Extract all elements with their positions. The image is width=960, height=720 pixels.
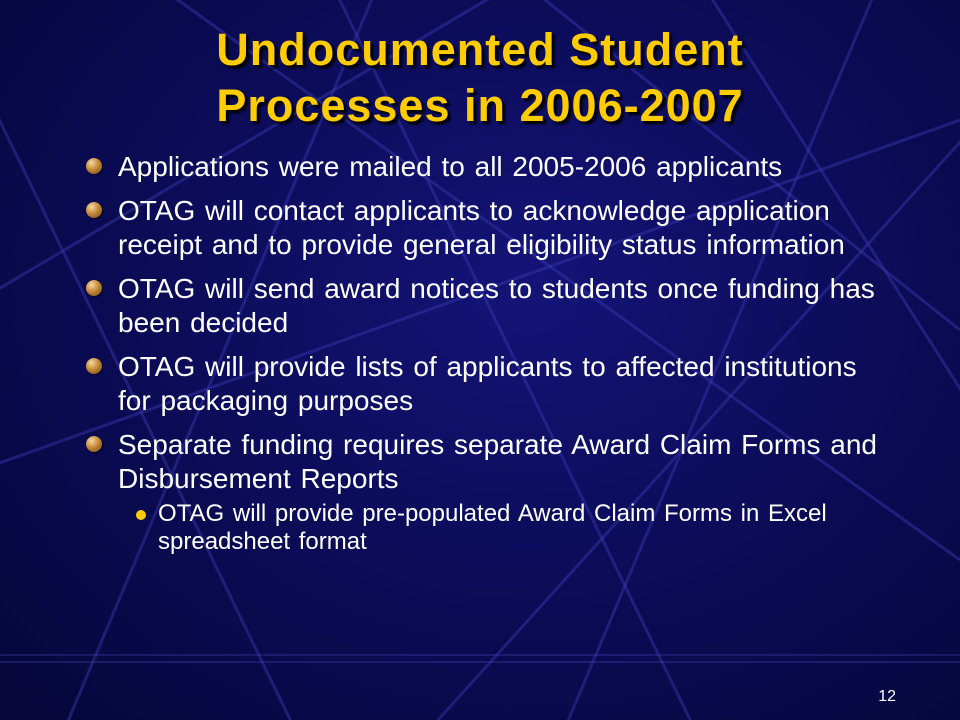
sub-bullet-text: OTAG will provide pre-populated Award Claim Forms in Excel spreadsheet format bbox=[158, 500, 827, 555]
bullet-item bbox=[84, 350, 884, 418]
bullet-ball-icon bbox=[86, 280, 102, 296]
bullet-ball-icon bbox=[86, 436, 102, 452]
bullet-text: Applications were mailed to all 2005-2006 applicants bbox=[118, 151, 783, 182]
bullet-item bbox=[84, 194, 884, 262]
bullet-text: OTAG will provide lists of applicants to affected institutions for packaging purposes bbox=[118, 351, 857, 416]
bullet-item bbox=[84, 150, 884, 184]
bullet-item bbox=[84, 272, 884, 340]
title-line-2: Processes in 2006-2007 bbox=[216, 80, 744, 131]
bullet-text: Separate funding requires separate Award Claim Forms and Disbursement Reports bbox=[118, 429, 877, 494]
sub-bullet-item bbox=[118, 500, 884, 556]
sub-bullet-list bbox=[118, 500, 884, 556]
bullet-ball-icon bbox=[86, 158, 102, 174]
bullet-ball-icon bbox=[86, 358, 102, 374]
bullet-ball-icon bbox=[86, 202, 102, 218]
bullet-text: OTAG will send award notices to students once funding has been decided bbox=[118, 273, 875, 338]
page-number: 12 bbox=[878, 688, 896, 705]
bullet-list bbox=[84, 150, 884, 566]
bullet-item bbox=[84, 428, 884, 556]
bullet-text: OTAG will contact applicants to acknowledge application receipt and to provide general eligibility status information bbox=[118, 195, 845, 260]
slide-title bbox=[40, 22, 920, 134]
title-line-1: Undocumented Student bbox=[216, 24, 744, 75]
sub-bullet-dot-icon bbox=[136, 510, 146, 520]
